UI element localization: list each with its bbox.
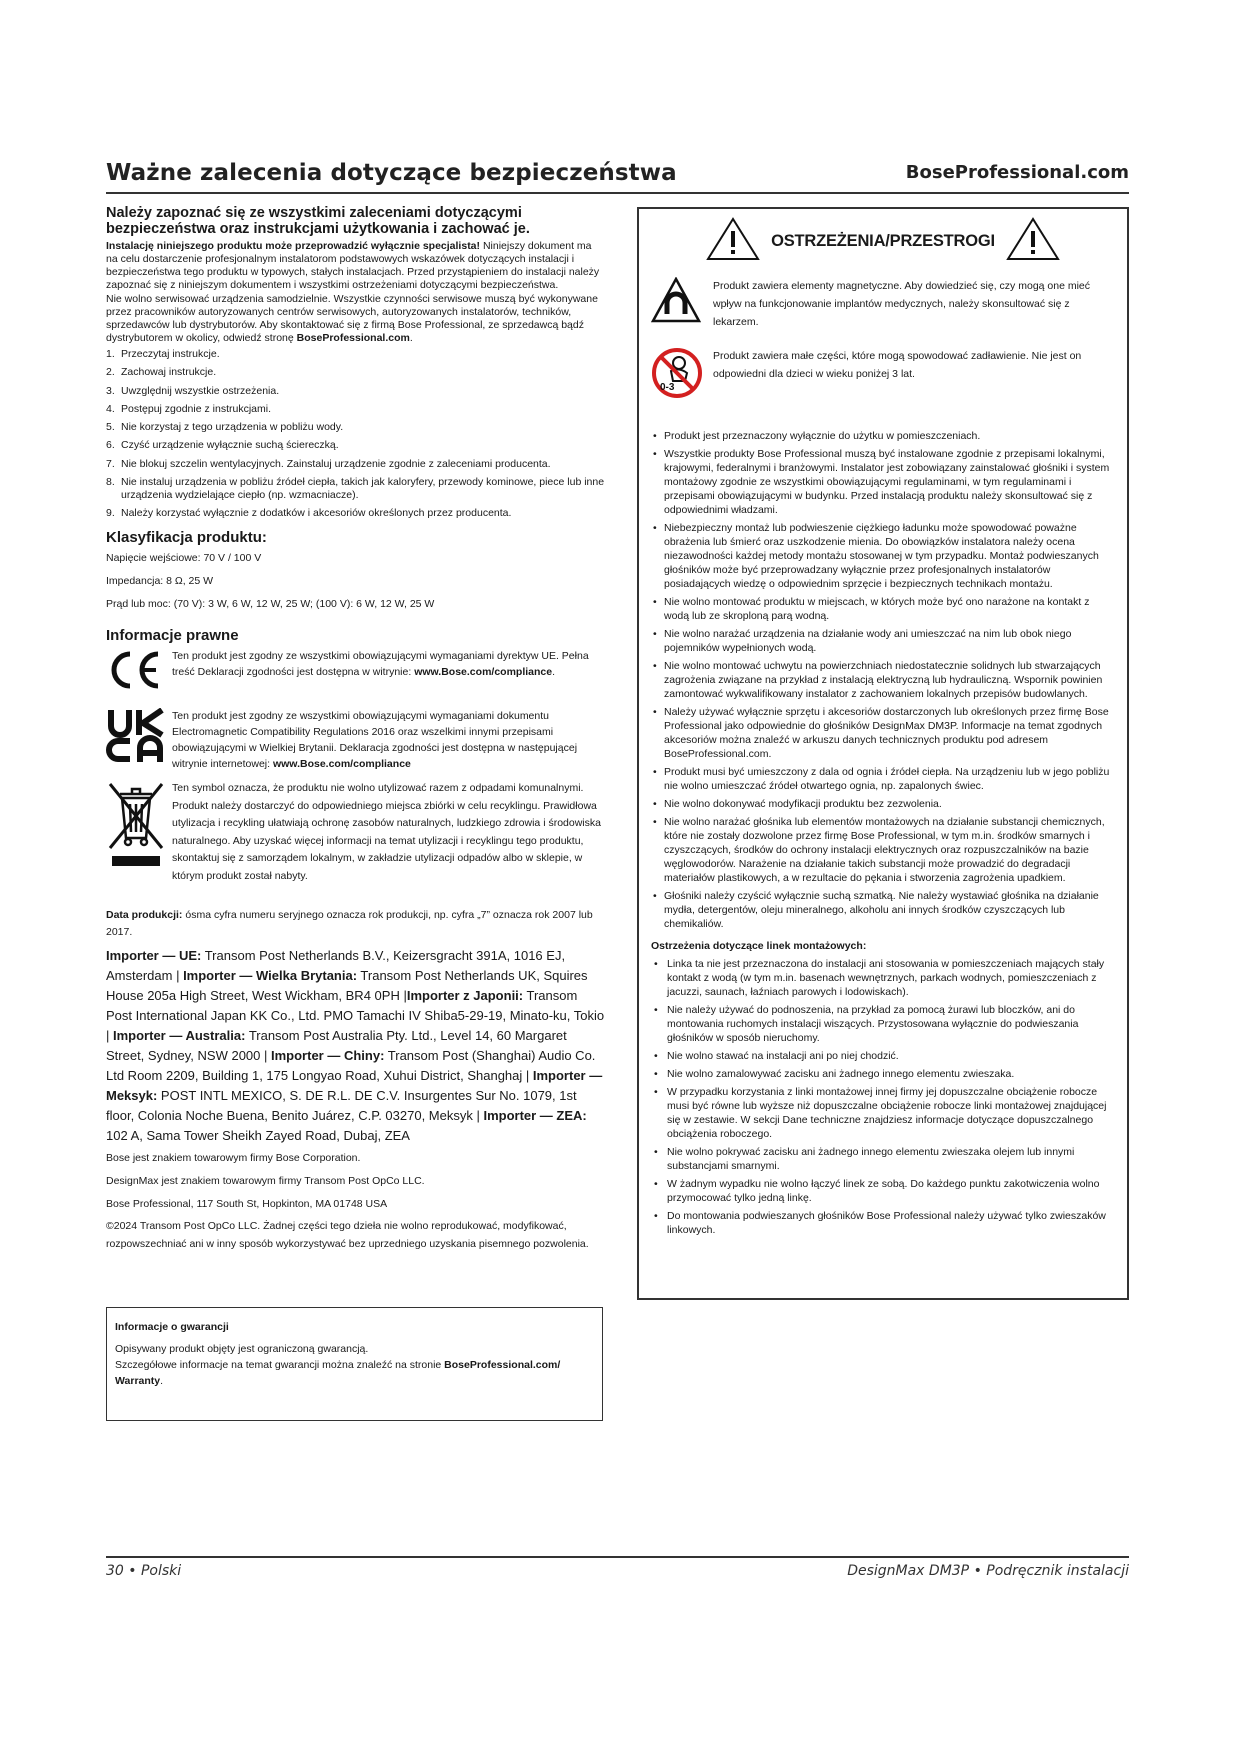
service-link: BoseProfessional.com (296, 332, 410, 344)
list-item: • Głośniki należy czyścić wyłącznie suchą szmatką. Nie należy wystawiać głośnika na działanie mydła, detergentów, oleju mineralnego, alkoholu ani innych środków czyszczących lub chemikaliów. (651, 889, 1115, 931)
warranty-line-1: Opisywany produkt objęty jest ograniczoną gwarancją. (115, 1343, 369, 1355)
importer-text: Transom Post Netherlands UK, Squires House 205a High Street, West Wickham, BR4 0PH | (106, 968, 588, 1004)
line-warnings-heading: Ostrzeżenia dotyczące linek montażowych: (651, 940, 867, 952)
list-number: 8. (106, 476, 115, 489)
weee-bin-icon (106, 780, 170, 874)
ce-mark-icon (106, 648, 170, 696)
warning-triangle-icon (705, 216, 761, 266)
list-item (106, 366, 606, 379)
list-item: • Produkt jest przeznaczony wyłącznie do użytku w pomieszczeniach. (651, 429, 1115, 443)
copyright: ©2024 Transom Post OpCo LLC. Żadnej części tego dzieła nie wolno reprodukować, modyfikować, rozpowszechniać ani w inny sposób wykorzystywać bez uprzedniego uzyskania pisemnego pozwolenia. (106, 1220, 589, 1251)
warranty-line-2 (115, 1357, 594, 1389)
magnet-warning (651, 277, 1115, 331)
importer-label: Importer z Japonii: (406, 988, 524, 1004)
weee-block (106, 780, 606, 885)
page-number: 30 • Polski (106, 1563, 182, 1579)
ukca-block (106, 708, 606, 772)
importer-label: Importer — Chiny: (271, 1048, 385, 1064)
line-warnings-list (651, 957, 1115, 1237)
spec-voltage: Napięcie wejściowe: 70 V / 100 V (106, 552, 262, 565)
small-parts-text: Produkt zawiera małe części, które mogą spowodować zadławienie. Nie jest on odpowiedni dla dzieci w wieku poniżej 3 lat. (713, 350, 1082, 380)
list-item (106, 403, 606, 416)
list-item: • Wszystkie produkty Bose Professional muszą być instalowane zgodnie z przepisami lokalnymi, krajowymi, federalnymi i branżowymi. Instalator jest zobowiązany zainstalować głośniki i system montażowy zgodnie ze wszystkimi obowiązującymi regulaminami, w tym regulaminami i przepisami obowiązującymi w budynku. Przed instalacją produktu należy skonsultować się z odpowiednimi władzami. (651, 447, 1115, 517)
list-number: 9. (106, 507, 115, 520)
list-number: 5. (106, 421, 115, 434)
list-item: • Produkt musi być umieszczony z dala od ognia i źródeł ciepła. Na urządzeniu lub w jego pobliżu nie wolno umieszczać źródeł otwartego ognia, np. zapalonych świec. (651, 765, 1115, 793)
warning-triangle-icon (1005, 216, 1061, 266)
company-address: Bose Professional, 117 South St, Hopkinton, MA 01748 USA (106, 1198, 388, 1211)
ukca-mark-icon (106, 708, 170, 768)
ce-end: . (552, 666, 556, 679)
list-number: 6. (106, 439, 115, 452)
ukca-link: www.Bose.com/compliance (272, 758, 411, 771)
choking-hazard-icon (651, 347, 707, 403)
intro-text: Niniejszy dokument ma na celu dostarczenie profesjonalnym instalatorom podstawowych wskazówek dotyczących instalacji i bezpieczeństwa tego produktu w typowych, stałych instalacjach. Przed przystąpieniem do instalacji należy zapoznać się z niniejszym dokumentem i wszystkimi ostrzeżeniami dotyczącymi bezpieczeństwa. (106, 240, 600, 291)
list-item (106, 421, 606, 434)
small-parts-warning (651, 347, 1115, 403)
site-url: BoseProfessional.com (905, 162, 1129, 183)
list-item: • Linka ta nie jest przeznaczona do instalacji ani stosowania w pomieszczeniach mających stały kontakt z wodą (w tym m.in. basenach wewnętrznych, parkach wodnych, pomieszczeniach z jacuzzi, saunach, łaźniach parowych i lodowiskach). (651, 957, 1115, 999)
spec-impedance: Impedancja: 8 Ω, 25 W (106, 575, 214, 588)
warranty-link: BoseProfessional.com/ Warranty (115, 1359, 561, 1387)
lead-heading: Należy zapoznać się ze wszystkimi zaleceniami dotyczącymi bezpieczeństwa oraz instrukcjami użytkowania i zachować je. (106, 205, 530, 237)
warranty-end: . (160, 1375, 164, 1387)
ce-block (106, 648, 606, 696)
production-date (106, 907, 606, 941)
document-name: DesignMax DM3P • Podręcznik instalacji (847, 1563, 1129, 1579)
importer-label: Importer — Australia: (113, 1028, 246, 1044)
importer-text: 102 A, Sama Tower Sheikh Zayed Road, Dubaj, ZEA (106, 1128, 410, 1144)
list-item: • W żadnym wypadku nie wolno łączyć linek ze sobą. Do każdego punktu zakotwiczenia wolno przymocować tylko jedną linkę. (651, 1177, 1115, 1205)
list-item: • W przypadku korzystania z linki montażowej innej firmy jej dopuszczalne obciążenie robocze musi być równe lub wyższe niż dopuszczalne obciążenie robocze linki montażowej znajdującej się w zestawie. W sekcji Dane techniczne znajdziesz informacje dotyczące dopuszczalnego obciążenia roboczego. (651, 1085, 1115, 1141)
weee-text: Ten symbol oznacza, że produktu nie wolno utylizować razem z odpadami komunalnymi. Produkt należy dostarczyć do odpowiedniego miejsca zbiórki w celu recyklingu. Prawidłowa utylizacja i recykling ułatwiają ochronę zasobów naturalnych, ludzkiego zdrowia i środowiska naturalnego. Aby uzyskać więcej informacji na temat utylizacji i recyklingu tego produktu, skontaktuj się z samorządem lokalnym, w zakładzie utylizacji odpadów albo w sklepie, w którym produkt został nabyty. (172, 782, 601, 882)
list-item (106, 476, 606, 502)
importer-text: Transom Post (Shanghai) Audio Co. Ltd Room 2209, Building 1, 175 Longyao Road, Xuhui District, Shanghaj | (106, 1048, 596, 1084)
production-date-text: ósma cyfra numeru seryjnego oznacza rok produkcji, np. cyfra „7” oznacza rok 2007 lub 2017. (106, 909, 593, 939)
list-text: Nie korzystaj z tego urządzenia w pobliżu wody. (121, 421, 344, 434)
list-text: Uwzględnij wszystkie ostrzeżenia. (121, 384, 280, 397)
importer-text: Transom Post Australia Pty. Ltd., Level 14, 60 Margaret Street, Sydney, NSW 2000 | (106, 1028, 567, 1064)
ukca-text (172, 708, 606, 772)
intro-bold: Instalację niniejszego produktu może przeprowadzić wyłącznie specjalista! (106, 240, 481, 252)
list-number: 1. (106, 348, 115, 360)
service-end: . (409, 332, 413, 344)
list-item: • Nie należy używać do podnoszenia, na przykład za pomocą żurawi lub bloczków, ani do montowania ruchomych instalacji wiszących. Przystosowana wyłącznie do podwieszania głośników w sposób nieruchomy. (651, 1003, 1115, 1045)
instructions-list (106, 348, 606, 520)
spec-power: Prąd lub moc: (70 V): 3 W, 6 W, 12 W, 25 W; (100 V): 6 W, 12 W, 25 W (106, 598, 435, 611)
warnings-list (651, 429, 1115, 931)
list-item: • Nie wolno montować uchwytu na powierzchniach niedostatecznie solidnych lub stwarzających zagrożenia związane na przykład z instalacją elektryczną lub hydrauliczną. Wspornik powinien zamontować wykwalifikowany instalator z zachowaniem lokalnych przepisów budowlanych. (651, 659, 1115, 701)
list-item: • Nie wolno narażać głośnika lub elementów montażowych na działanie substancji chemicznych, które nie zostały dozwolone przez firmę Bose Professional, w tym m.in. środków smarnych i czyszczących, środków do ochrony instalacji elektrycznych oraz rozpuszczalników na bazie węglowodorów. Narażenie na działanie takich substancji może prowadzić do degradacji materiałów plastikowych, a w rezultacie do pękania i stworzenia zagrożenia upadkiem. (651, 815, 1115, 885)
warranty-box (106, 1307, 603, 1421)
list-item (106, 458, 606, 471)
list-item: • Należy używać wyłącznie sprzętu i akcesoriów dostarczonych lub określonych przez firmę Bose Professional jako odpowiednie do głośników DesignMax DM3P. Informacje na temat zgodnych akcesoriów można znaleźć w arkuszu danych technicznych produktu pod adresem BoseProfessional.com. (651, 705, 1115, 761)
list-item: • Nie wolno dokonywać modyfikacji produktu bez zezwolenia. (651, 797, 1115, 811)
list-item (106, 385, 606, 398)
list-item: • Do montowania podwieszanych głośników Bose Professional należy używać tylko zwieszaków linkowych. (651, 1209, 1115, 1237)
ce-body: Ten produkt jest zgodny ze wszystkimi obowiązującymi wymaganiami dyrektyw UE. Pełna treść Deklaracji zgodności jest dostępna w witrynie: (172, 650, 589, 679)
warnings-box (637, 207, 1129, 1300)
list-text: Należy korzystać wyłącznie z dodatków i akcesoriów określonych przez producenta. (121, 507, 512, 520)
list-number: 3. (106, 384, 115, 397)
magnet-text: Produkt zawiera elementy magnetyczne. Aby dowiedzieć się, czy mogą one mieć wpływ na funkcjonowanie implantów medycznych, należy skonsultować się z lekarzem. (713, 280, 1091, 328)
list-item: • Nie wolno pokrywać zacisku ani żadnego innego elementu zwieszaka olejem lub innymi substancjami smarnymi. (651, 1145, 1115, 1173)
list-text: Zachowaj instrukcje. (121, 366, 217, 379)
list-item: • Nie wolno stawać na instalacji ani po niej chodzić. (651, 1049, 1115, 1063)
left-column (106, 205, 606, 1254)
warranty-title: Informacje o gwarancji (115, 1321, 229, 1333)
importer-text: Transom Post International Japan KK Co., Ltd. PMO Tamachi IV Shiba5-29-19, Minato-ku, Tokio | (106, 988, 605, 1044)
list-item (106, 439, 606, 452)
list-item: • Nie wolno narażać urządzenia na działanie wody ani umieszczać na nim lub obok niego pojemników wypełnionych wodą. (651, 627, 1115, 655)
warnings-title: OSTRZEŻENIA/PRZESTROGI (771, 232, 995, 250)
legal-heading: Informacje prawne (106, 627, 239, 645)
list-number: 2. (106, 366, 115, 379)
importer-label: Importer — UE: (106, 948, 202, 964)
list-text: Przeczytaj instrukcje. (121, 348, 220, 360)
footer-rule (106, 1556, 1129, 1558)
list-item: • Nie wolno zamalowywać zacisku ani żadnego innego elementu zwieszaka. (651, 1067, 1115, 1081)
trademark-bose: Bose jest znakiem towarowym firmy Bose Corporation. (106, 1152, 361, 1165)
list-item: • Nie wolno montować produktu w miejscach, w których może być ono narażone na kontakt z wodą lub ze skroploną parą wodną. (651, 595, 1115, 623)
intro-paragraph (106, 240, 606, 292)
list-item: • Niebezpieczny montaż lub podwieszenie ciężkiego ładunku może spowodować poważne obrażenia lub śmierć oraz uszkodzenie mienia. Do obowiązków instalatora należy ocena niezawodności każdej metody montażu stosowanej w tym przypadku. Montaż podwieszanych głośników może być przeprowadzany wyłącznie przez profesjonalnych instalatorów posiadających wiedzę o odpowiednim sprzęcie i bezpiecznych technikach montażu. (651, 521, 1115, 591)
list-text: Czyść urządzenie wyłącznie suchą ściereczką. (121, 439, 339, 452)
age-label: 0-3 (660, 382, 675, 393)
service-text: Nie wolno serwisować urządzenia samodzielnie. Wszystkie czynności serwisowe muszą być wykonywane przez pracowników autoryzowanych centrów serwisowych, autoryzowanych instalatorów, techników, sprzedawców lub dystrybutorów. Aby skontaktować się z firmą Bose Professional, ze sprzedawcą bądź dystrybutorem w okolicy, odwiedź stronę (106, 293, 598, 344)
list-text: Nie blokuj szczelin wentylacyjnych. Zainstaluj urządzenie zgodnie z zaleceniami producenta. (121, 457, 551, 470)
page-title: Ważne zalecenia dotyczące bezpieczeństwa (106, 160, 677, 186)
classification-heading: Klasyfikacja produktu: (106, 529, 267, 547)
importer-label: Importer — ZEA: (483, 1108, 587, 1124)
importer-text: Transom Post Netherlands B.V., Keizersgracht 391A, 1016 EJ, Amsterdam | (106, 948, 566, 984)
warranty-text: Szczegółowe informacje na temat gwarancji można znaleźć na stronie (115, 1359, 445, 1371)
magnet-warning-icon (651, 277, 707, 327)
importer-text: POST INTL MEXICO, S. DE R.L. DE C.V. Insurgentes Sur No. 1079, 1st floor, Colonia Noche Buena, Benito Juárez, C.P. 03270, Meksyk | (106, 1088, 577, 1124)
list-text: Postępuj zgodnie z instrukcjami. (121, 402, 271, 415)
service-paragraph (106, 293, 606, 345)
list-number: 4. (106, 402, 115, 415)
ce-text (172, 648, 606, 680)
production-date-label: Data produkcji: (106, 909, 183, 922)
header-rule (106, 192, 1129, 194)
importers-paragraph (106, 946, 606, 1146)
trademark-designmax: DesignMax jest znakiem towarowym firmy Transom Post OpCo LLC. (106, 1175, 425, 1188)
importer-label: Importer — Meksyk: (106, 1068, 603, 1104)
list-item (106, 348, 606, 361)
list-number: 7. (106, 457, 115, 470)
list-item (106, 507, 606, 520)
importer-label: Importer — Wielka Brytania: (183, 968, 358, 984)
list-text: Nie instaluj urządzenia w pobliżu źródeł ciepła, takich jak kaloryfery, przewody kominowe, piece lub inne urządzenia wydzielające ciepło (np. wzmacniacze). (121, 476, 605, 502)
warnings-header (651, 219, 1115, 263)
ce-link: www.Bose.com/compliance (414, 666, 553, 679)
ukca-body: Ten produkt jest zgodny ze wszystkimi obowiązującymi wymaganiami dokumentu Electromagnetic Compatibility Regulations 2016 oraz wszelkimi innymi przepisami obowiązującymi w Wielkiej Brytanii. Deklaracja zgodności jest dostępna w następującej witrynie internetowej: (172, 710, 578, 771)
